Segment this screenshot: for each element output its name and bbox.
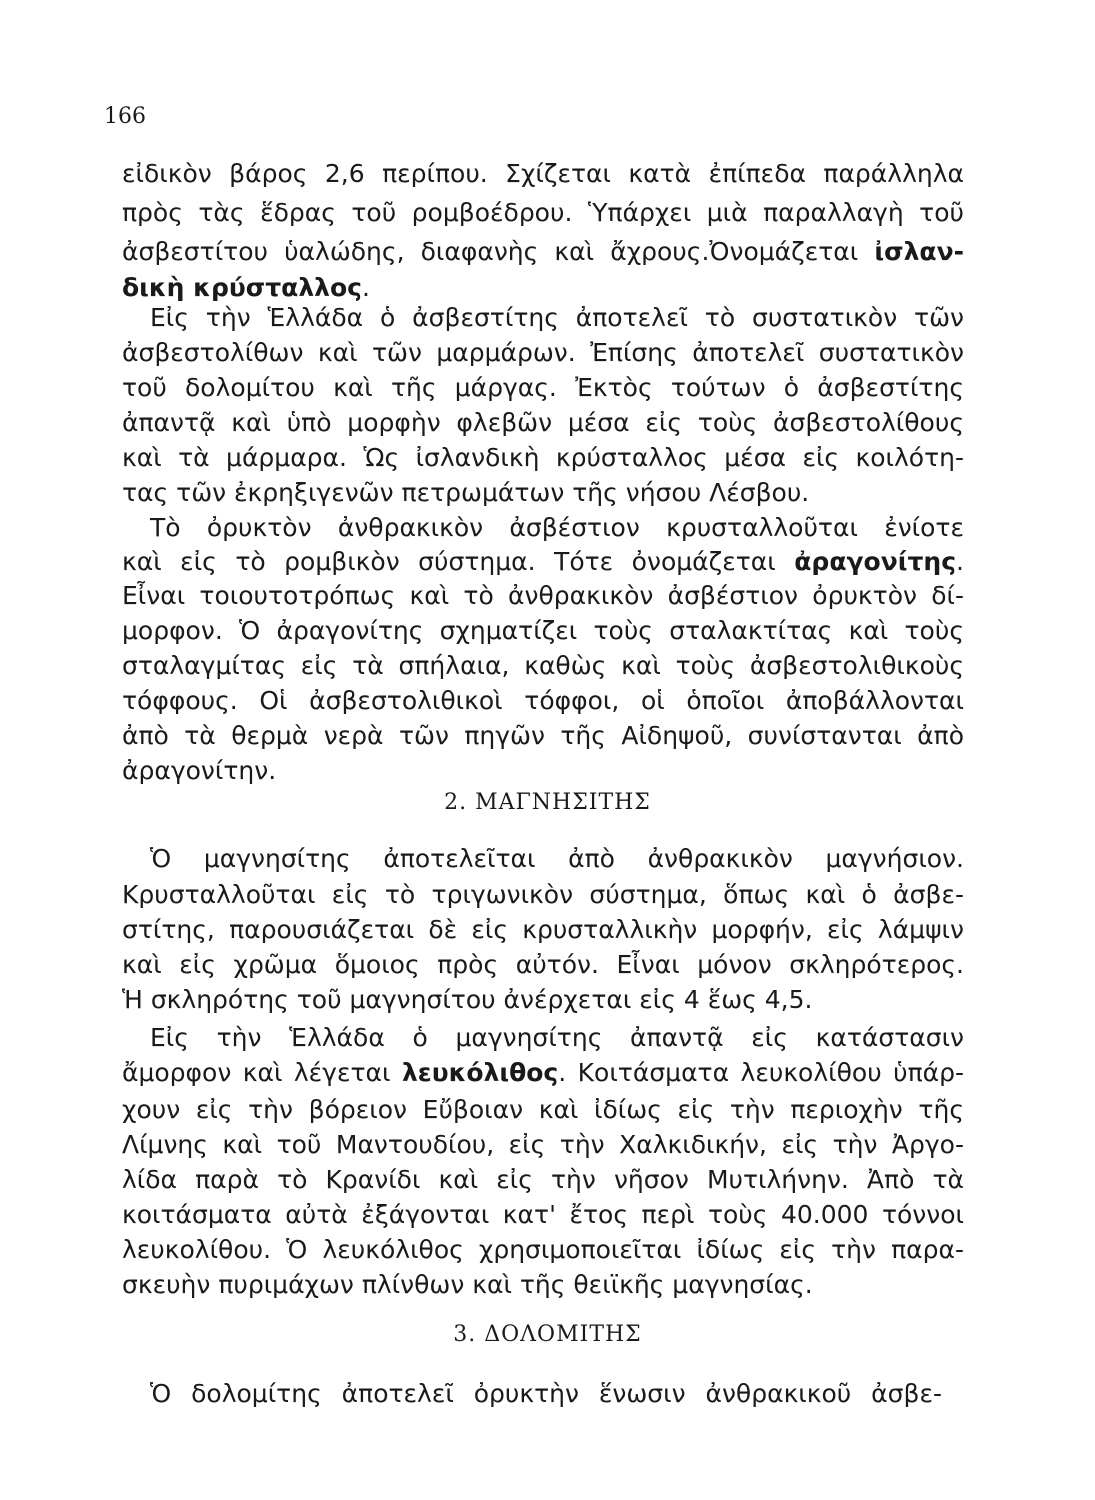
text-line: πρὸς τὰς ἕδρας τοῦ ρομβοέδρου. Ὑπάρχει μιὰ παραλλαγὴ τοῦ xyxy=(122,198,964,227)
text-line: Ὁ δολομίτης ἀποτελεῖ ὀρυκτὴν ἕνωσιν ἀνθρακικοῦ ἀσβε- xyxy=(150,1379,942,1408)
text-line: ἀπὸ τὰ θερμὰ νερὰ τῶν πηγῶν τῆς Αἰδηψοῦ, συνίστανται ἀπὸ xyxy=(122,721,964,750)
text-line: ἄμορφον καὶ λέγεται λευκόλιθος. Κοιτάσματα λευκολίθου ὑπάρ- xyxy=(122,1058,964,1087)
text-line: καὶ τὰ μάρμαρα. Ὡς ἰσλανδικὴ κρύσταλλος μέσα εἰς κοιλότη- xyxy=(122,443,964,472)
text-line: μορφον. Ὁ ἀραγονίτης σχηματίζει τοὺς σταλακτίτας καὶ τοὺς xyxy=(122,616,964,645)
text-line: καὶ εἰς τὸ ρομβικὸν σύστημα. Τότε ὀνομάζεται ἀραγονίτης. xyxy=(122,547,964,576)
bold-term: δικὴ κρύσταλλος xyxy=(122,273,362,302)
text-line: δικὴ κρύσταλλος. xyxy=(122,273,370,302)
text-line: ἀσβεστολίθων καὶ τῶν μαρμάρων. Ἐπίσης ἀποτελεῖ συστατικὸν xyxy=(122,338,964,367)
text-line: ἀπαντᾷ καὶ ὑπὸ μορφὴν φλεβῶν μέσα εἰς τοὺς ἀσβεστολίθους xyxy=(122,408,964,437)
text-line: ἀσβεστίτου ὑαλώδης, διαφανὴς καὶ ἄχρους.Ὀνομάζεται ἰσλαν- xyxy=(122,237,964,266)
text-line: τόφφους. Οἱ ἀσβεστολιθικοὶ τόφφοι, οἱ ὁποῖοι ἀποβάλλονται xyxy=(122,686,964,715)
text-line: Εἶναι τοιουτοτρόπως καὶ τὸ ἀνθρακικὸν ἀσβέστιον ὀρυκτὸν δί- xyxy=(122,581,964,610)
text-line: Τὸ ὀρυκτὸν ἀνθρακικὸν ἀσβέστιον κρυσταλλοῦται ἐνίοτε xyxy=(150,513,964,542)
text-line: Κρυσταλλοῦται εἰς τὸ τριγωνικὸν σύστημα, ὅπως καὶ ὁ ἀσβε- xyxy=(122,880,964,909)
text-line: τας τῶν ἐκρηξιγενῶν πετρωμάτων τῆς νήσου Λέσβου. xyxy=(122,478,810,507)
bold-term: ἰσλαν- xyxy=(874,237,964,266)
text-line: κοιτάσματα αὐτὰ ἐξάγονται κατ' ἔτος περὶ τοὺς 40.000 τόννοι xyxy=(122,1200,964,1229)
text-line: τοῦ δολομίτου καὶ τῆς μάργας. Ἐκτὸς τούτων ὁ ἀσβεστίτης xyxy=(122,373,964,402)
section-heading-dolomite: 3. ΔΟΛΟΜΙΤΗΣ xyxy=(453,1322,642,1347)
text-line: εἰδικὸν βάρος 2,6 περίπου. Σχίζεται κατὰ ἐπίπεδα παράλληλα xyxy=(122,159,964,188)
text-line: σκευὴν πυριμάχων πλίνθων καὶ τῆς θειϊκῆς μαγνησίας. xyxy=(122,1270,813,1299)
text-line: Ἡ σκληρότης τοῦ μαγνησίτου ἀνέρχεται εἰς 4 ἕως 4,5. xyxy=(122,985,813,1014)
text-line: Εἰς τὴν Ἑλλάδα ὁ ἀσβεστίτης ἀποτελεῖ τὸ συστατικὸν τῶν xyxy=(150,303,964,332)
text-line: Ὁ μαγνησίτης ἀποτελεῖται ἀπὸ ἀνθρακικὸν μαγνήσιον. xyxy=(150,844,964,873)
text-line: στίτης, παρουσιάζεται δὲ εἰς κρυσταλλικὴν μορφήν, εἰς λάμψιν xyxy=(122,915,964,944)
text-line: Λίμνης καὶ τοῦ Μαντουδίου, εἰς τὴν Χαλκιδικήν, εἰς τὴν Ἀργο- xyxy=(122,1130,964,1159)
bold-term: λευκόλιθος xyxy=(401,1058,559,1087)
text-line: σταλαγμίτας εἰς τὰ σπήλαια, καθὼς καὶ τοὺς ἀσβεστολιθικοὺς xyxy=(122,651,964,680)
bold-term: ἀραγονίτης xyxy=(794,547,957,576)
text-line: λίδα παρὰ τὸ Κρανίδι καὶ εἰς τὴν νῆσον Μυτιλήνην. Ἀπὸ τὰ xyxy=(122,1165,964,1194)
section-heading-magnesite: 2. ΜΑΓΝΗΣΙΤΗΣ xyxy=(444,790,651,815)
text-line: ἀραγονίτην. xyxy=(122,756,277,785)
text-line: Εἰς τὴν Ἑλλάδα ὁ μαγνησίτης ἀπαντᾷ εἰς κατάστασιν xyxy=(150,1023,964,1052)
text-line: λευκολίθου. Ὁ λευκόλιθος χρησιμοποιεῖται ἰδίως εἰς τὴν παρα- xyxy=(122,1235,964,1264)
text-line: καὶ εἰς χρῶμα ὅμοιος πρὸς αὐτόν. Εἶναι μόνον σκληρότερος. xyxy=(122,950,964,979)
page-number: 166 xyxy=(104,104,146,129)
text-line: χουν εἰς τὴν βόρειον Εὔβοιαν καὶ ἰδίως εἰς τὴν περιοχὴν τῆς xyxy=(122,1095,964,1124)
